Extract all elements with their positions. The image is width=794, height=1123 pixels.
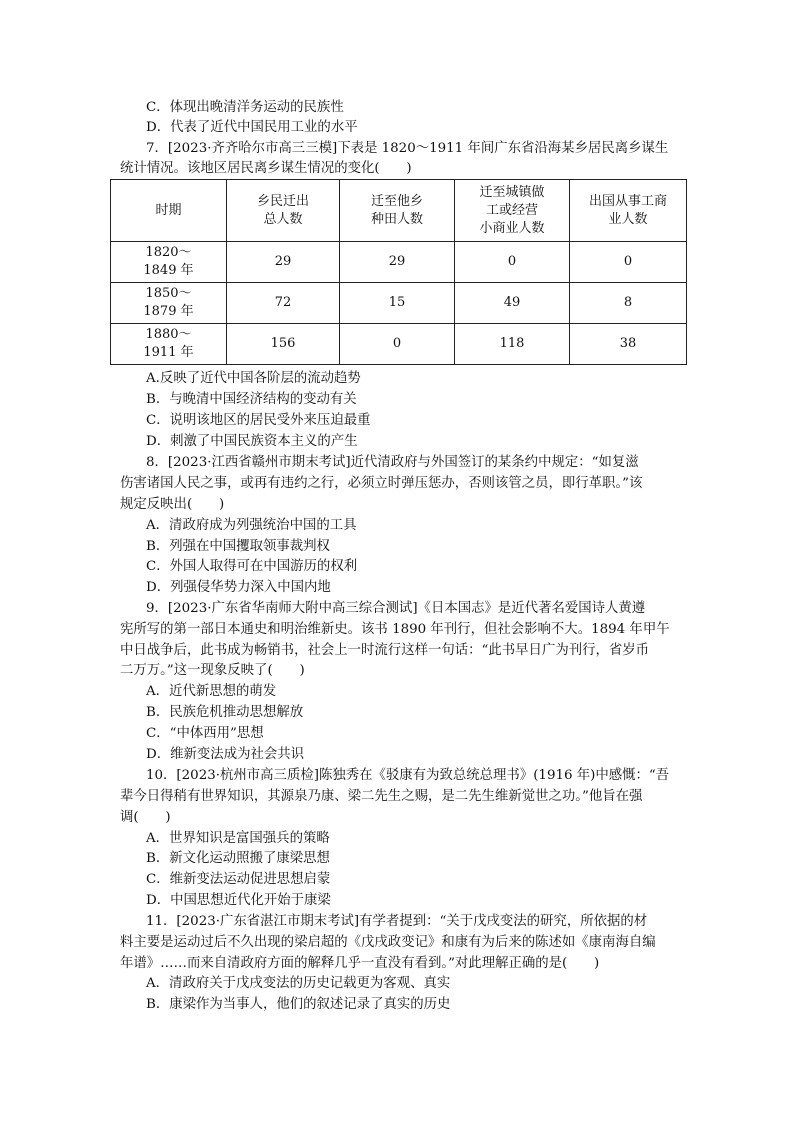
q10-option-b: B．新文化运动照搬了康梁思想 — [146, 851, 330, 866]
q7-stem-line-2: 统计情况。该地区居民离乡谋生情况的变化( ) — [120, 161, 412, 176]
q8-stem-line-3: 规定反映出( ) — [120, 497, 225, 512]
table-cell: 1880～ 1911 年 — [111, 324, 227, 365]
q11-stem-line-1: 11．[2023·广东省湛江市期末考试]有学者提到：“关于戊戌变法的研究，所依据的材 — [146, 914, 648, 929]
table-row — [111, 283, 687, 324]
q8-option-d: D．列强侵华势力深入中国内地 — [146, 580, 331, 595]
q11-option-b: B．康梁作为当事人，他们的叙述记录了真实的历史 — [146, 997, 451, 1012]
table-cell: 8 — [570, 283, 687, 324]
table-row — [111, 242, 687, 283]
header-abroad: 出国从事工商 业人数 — [570, 180, 687, 242]
q8-option-c: C．外国人取得可在中国游历的权利 — [146, 559, 358, 574]
header-period: 时期 — [111, 180, 227, 242]
table-cell: 0 — [340, 324, 455, 365]
q7-option-d: D．刺激了中国民族资本主义的产生 — [146, 434, 358, 449]
q10-stem-line-1: 10．[2023·杭州市高三质检]陈独秀在《驳康有为致总统总理书》(1916 年)中感慨：“吾 — [146, 768, 670, 783]
q9-option-b: B．民族危机推动思想解放 — [146, 705, 304, 720]
q8-option-b: B．列强在中国攫取领事裁判权 — [146, 539, 330, 554]
q8-stem-line-1: 8．[2023·江西省赣州市期末考试]近代清政府与外国签订的某条约中规定：“如复滋 — [146, 455, 639, 470]
q9-stem-line-1: 9．[2023·广东省华南师大附中高三综合测试]《日本国志》是近代著名爱国诗人黄遵 — [146, 601, 646, 616]
table-cell: 1850～ 1879 年 — [111, 283, 227, 324]
table-cell: 0 — [570, 242, 687, 283]
table-cell: 38 — [570, 324, 687, 365]
table-cell: 72 — [227, 283, 340, 324]
q9-option-a: A．近代新思想的萌发 — [146, 684, 277, 699]
q11-option-a: A．清政府关于戊戌变法的历史记载更为客观、真实 — [146, 976, 451, 991]
q7-table — [110, 179, 687, 365]
q10-option-c: C．维新变法运动促进思想启蒙 — [146, 872, 331, 887]
q11-stem-line-3: 年谱》……而来自清政府方面的解释几乎一直没有看到。”对此理解正确的是( ) — [120, 956, 600, 971]
header-total-emigrants: 乡民迁出 总人数 — [227, 180, 340, 242]
q10-option-d: D．中国思想近代化开始于康梁 — [146, 893, 331, 908]
q11-stem-line-2: 料主要是运动过后不久出现的梁启超的《戊戌政变记》和康有为后来的陈述如《康南海自编 — [120, 935, 656, 950]
q10-stem-line-2: 辈今日得稍有世界知识，其源泉乃康、梁二先生之赐，是二先生维新觉世之功。”他旨在强 — [120, 789, 643, 804]
q7-option-b: B．与晚清中国经济结构的变动有关 — [146, 392, 357, 407]
q9-stem-line-2: 宪所写的第一部日本通史和明治维新史。该书 1890 年刊行，但社会影响不大。1894 年甲午 — [120, 622, 670, 637]
table-cell: 15 — [340, 283, 455, 324]
q8-option-a: A．清政府成为列强统治中国的工具 — [146, 518, 357, 533]
q8-stem-line-2: 伤害诸国人民之事，或再有违约之行，必须立时弹压惩办，否则该管之员，即行革职。”该 — [120, 476, 643, 491]
table-cell: 0 — [455, 242, 570, 283]
table-cell: 118 — [455, 324, 570, 365]
header-town-work: 迁至城镇做 工或经营 小商业人数 — [455, 180, 570, 242]
q10-stem-line-3: 调( ) — [120, 810, 171, 825]
q7-stem-line-1: 7．[2023·齐齐哈尔市高三三模]下表是 1820～1911 年间广东省沿海某乡居民离乡谋生 — [146, 141, 669, 156]
q9-stem-line-4: 二万万。”这一现象反映了( ) — [120, 663, 305, 678]
option-c-prev: C．体现出晚清洋务运动的民族性 — [146, 100, 344, 115]
table-cell: 156 — [227, 324, 340, 365]
table-header-row — [111, 180, 687, 242]
table-cell: 1820～ 1849 年 — [111, 242, 227, 283]
q7-option-a: A.反映了近代中国各阶层的流动趋势 — [146, 371, 361, 386]
header-farming: 迁至他乡 种田人数 — [340, 180, 455, 242]
table-cell: 29 — [227, 242, 340, 283]
table-cell: 29 — [340, 242, 455, 283]
q10-option-a: A．世界知识是富国强兵的策略 — [146, 831, 330, 846]
q9-option-d: D．维新变法成为社会共识 — [146, 747, 305, 762]
q9-stem-line-3: 中日战争后，此书成为畅销书，社会上一时流行这样一句话：“此书早日广为刊行，省岁币 — [120, 643, 650, 658]
q9-option-c: C．“中体西用”思想 — [146, 726, 264, 741]
table-cell: 49 — [455, 283, 570, 324]
option-d-prev: D．代表了近代中国民用工业的水平 — [146, 120, 358, 135]
table-row — [111, 324, 687, 365]
q7-option-c: C．说明该地区的居民受外来压迫最重 — [146, 413, 371, 428]
